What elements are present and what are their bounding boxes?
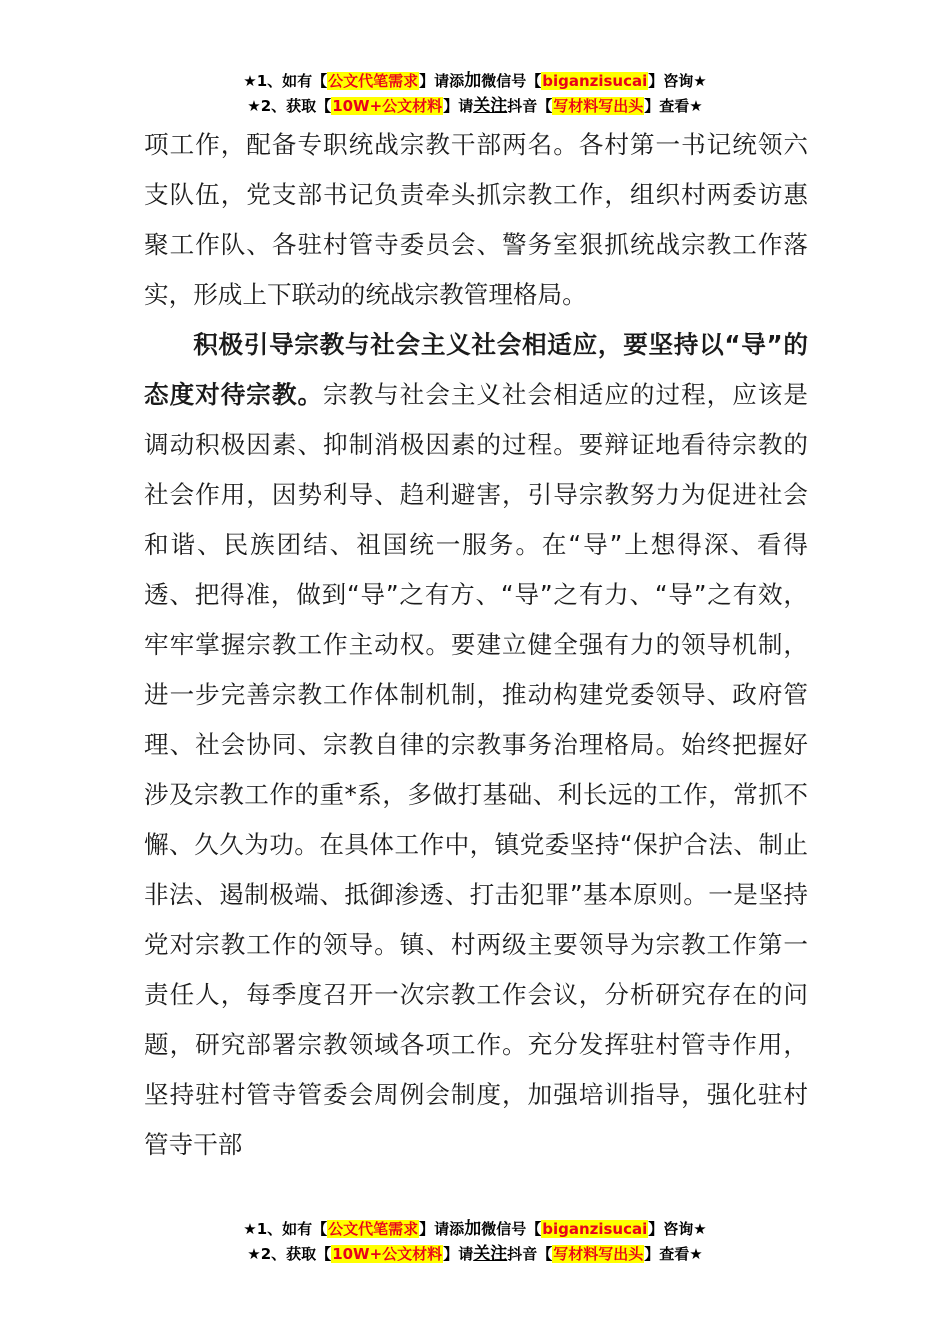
paragraph-1: 项工作，配备专职统战宗教干部两名。各村第一书记统领六支队伍，党支部书记负责牵头抓宗教工作，组织村两委访惠聚工作队、各驻村管寺委员会、警务室狠抓统战宗教工作落实，形成上下联动的统战宗教管理格局。	[144, 130, 808, 309]
banner-line-1: ★1、如有【公文代笔需求】请添加微信号【biganzisucai】咨询★	[243, 71, 707, 91]
banner-line-1: ★1、如有【公文代笔需求】请添加微信号【biganzisucai】咨询★	[243, 1219, 707, 1239]
highlight-douyin: 写材料写出头	[553, 97, 644, 115]
highlight-wechat-id: biganzisucai	[542, 1220, 648, 1238]
paragraph-lead-sentence: 积极引导宗教与社会主义社会相适应，要坚持以“导”的态度对待宗教。	[144, 330, 808, 409]
highlight-douyin: 写材料写出头	[553, 1245, 644, 1263]
document-body	[144, 120, 808, 1170]
highlight-materials: 10W+公文材料	[332, 1245, 443, 1263]
highlight-wechat-id: biganzisucai	[542, 72, 648, 90]
paragraph-2-text: 宗教与社会主义社会相适应的过程，应该是调动积极因素、抑制消极因素的过程。要辩证地看待宗教的社会作用，因势利导、趋利避害，引导宗教努力为促进社会和谐、民族团结、祖国统一服务。在“导”上想得深、看得透、把得准，做到“导”之有方、“导”之有力、“导”之有效，牢牢掌握宗教工作主动权。要建立健全强有力的领导机制，进一步完善宗教工作体制机制，推动构建党委领导、政府管理、社会协同、宗教自律的宗教事务治理格局。始终把握好涉及宗教工作的重*系，多做打基础、利长远的工作，常抓不懈、久久为功。在具体工作中，镇党委坚持“保护合法、制止非法、遏制极端、抵御渗透、打击犯罪”基本原则。一是坚持党对宗教工作的领导。镇、村两级主要领导为宗教工作第一责任人，每季度召开一次宗教工作会议，分析研究存在的问题，研究部署宗教领域各项工作。充分发挥驻村管寺作用，坚持驻村管寺管委会周例会制度，加强培训指导，强化驻村管寺干部	[144, 380, 808, 1159]
highlight-service: 公文代笔需求	[328, 72, 419, 90]
highlight-service: 公文代笔需求	[328, 1220, 419, 1238]
footer-banner	[0, 1217, 950, 1267]
banner-line-2: ★2、获取【10W+公文材料】请关注抖音【写材料写出头】查看★	[247, 1244, 703, 1264]
banner-line-2: ★2、获取【10W+公文材料】请关注抖音【写材料写出头】查看★	[247, 96, 703, 116]
header-banner	[0, 69, 950, 119]
highlight-materials: 10W+公文材料	[332, 97, 443, 115]
paragraph-2	[144, 320, 808, 1170]
